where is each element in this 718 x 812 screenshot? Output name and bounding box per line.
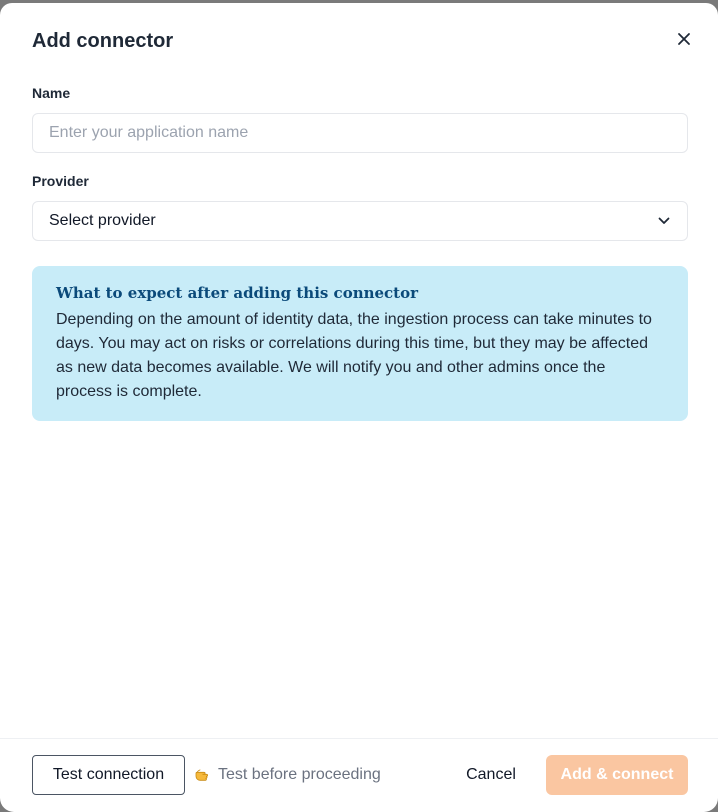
info-title: What to expect after adding this connector bbox=[56, 284, 419, 302]
name-label: Name bbox=[32, 85, 71, 101]
cancel-button[interactable]: Cancel bbox=[452, 755, 530, 795]
test-hint bbox=[194, 766, 381, 784]
close-button[interactable] bbox=[674, 29, 694, 49]
provider-select[interactable] bbox=[32, 201, 688, 241]
provider-select-value: Select provider bbox=[49, 212, 156, 229]
info-body: Depending on the amount of identity data, the ingestion process can take minutes to days. You may act on risks or correlations during this time, but they may be affected as new data becomes available. We will notify you and other admins once the process is complete. bbox=[56, 311, 652, 400]
dialog-footer bbox=[0, 738, 718, 812]
pointing-hand-icon bbox=[194, 766, 212, 784]
add-connect-button[interactable]: Add & connect bbox=[546, 755, 688, 795]
provider-label: Provider bbox=[32, 173, 89, 189]
name-input[interactable] bbox=[32, 113, 688, 153]
add-connector-dialog bbox=[0, 3, 718, 812]
test-hint-text: Test before proceeding bbox=[218, 766, 381, 783]
dialog-title: Add connector bbox=[32, 30, 174, 52]
test-connection-button[interactable]: Test connection bbox=[32, 755, 185, 795]
chevron-down-icon bbox=[657, 214, 671, 228]
close-icon bbox=[677, 32, 691, 46]
info-callout bbox=[32, 266, 688, 421]
